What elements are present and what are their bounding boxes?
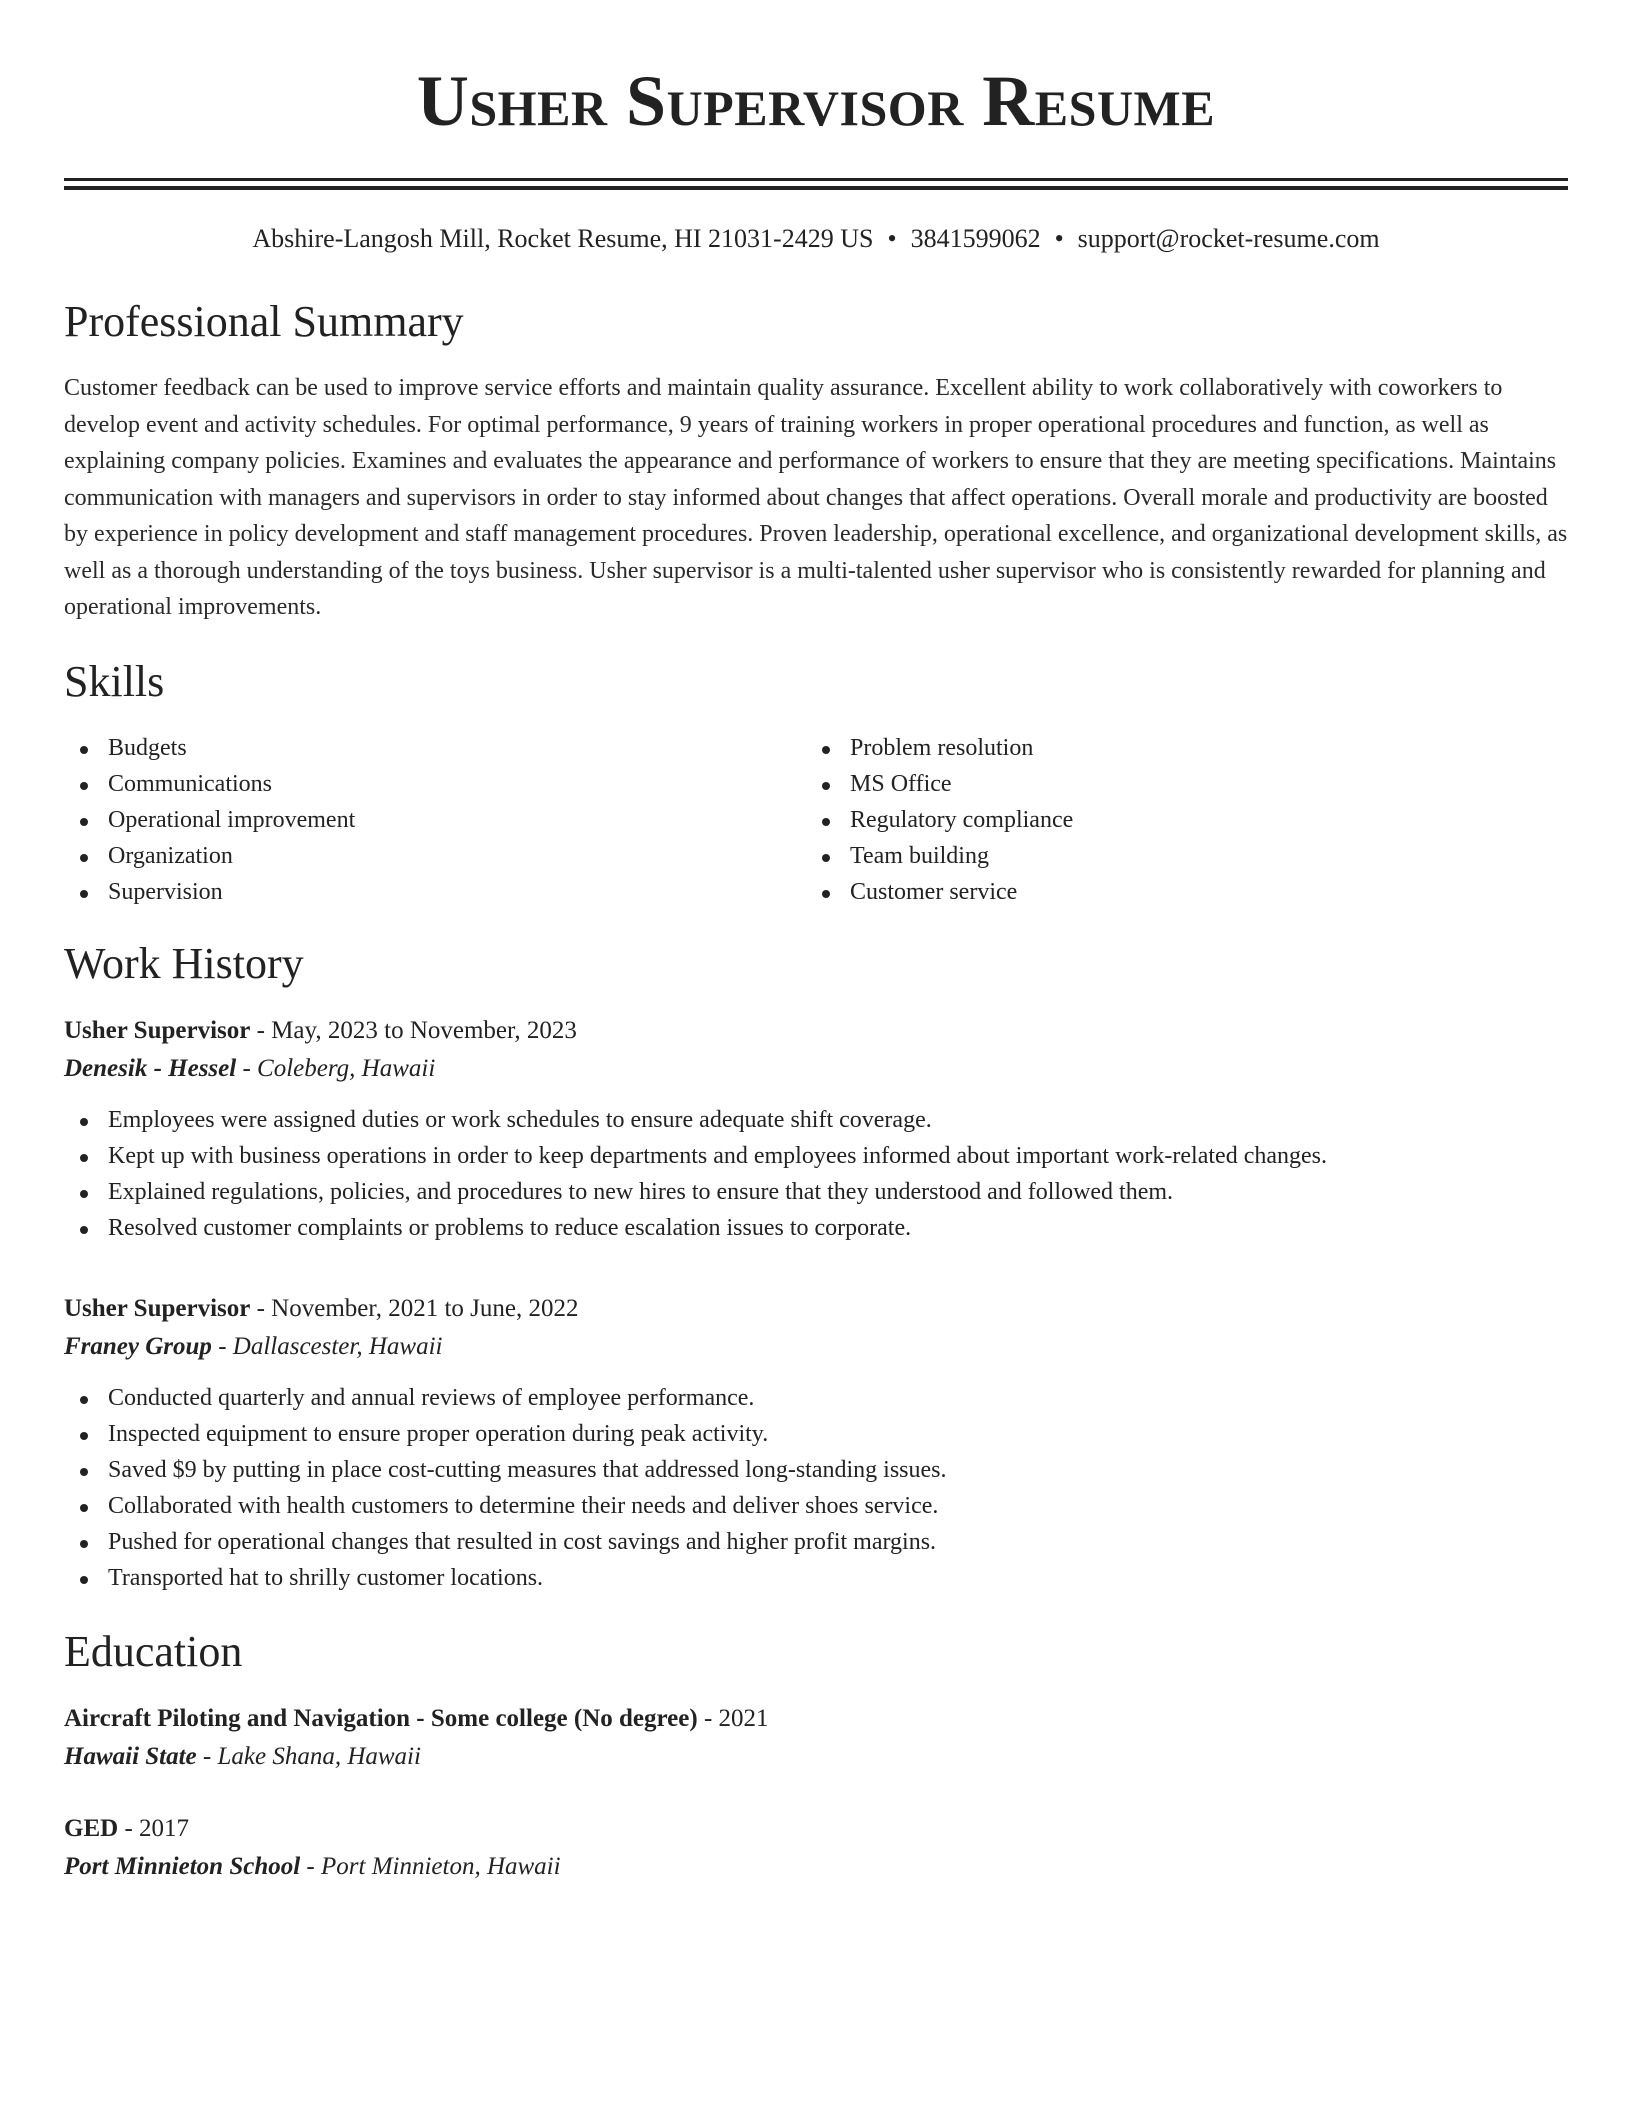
- job-bullet: Inspected equipment to ensure proper operation during peak activity.: [64, 1416, 1568, 1452]
- contact-phone: 3841599062: [910, 224, 1041, 253]
- job-location: - Coleberg, Hawaii: [236, 1054, 436, 1082]
- job-bullets: [64, 1102, 1568, 1246]
- job-title-line: [64, 1012, 1568, 1050]
- skill-item: Communications: [64, 766, 806, 802]
- job-bullet: Transported hat to shrilly customer locations.: [64, 1560, 1568, 1596]
- education-entry: [64, 1810, 1568, 1886]
- skills-columns: [64, 730, 1568, 910]
- job-location: - Dallascester, Hawaii: [211, 1332, 443, 1360]
- job-dates: - May, 2023 to November, 2023: [250, 1016, 577, 1044]
- skill-item: Budgets: [64, 730, 806, 766]
- skill-item: Operational improvement: [64, 802, 806, 838]
- education-school-line: [64, 1848, 1568, 1886]
- contact-line: [64, 222, 1568, 256]
- education-degree: GED: [64, 1814, 119, 1842]
- education-heading: Education: [64, 1626, 243, 1676]
- education-entry: [64, 1700, 1568, 1776]
- education-year: - 2021: [697, 1704, 769, 1732]
- job-entry: [64, 1012, 1568, 1246]
- education-degree-line: [64, 1810, 1568, 1848]
- skills-heading: Skills: [64, 656, 165, 706]
- job-company-line: [64, 1328, 1568, 1366]
- skill-item: Problem resolution: [806, 730, 1548, 766]
- job-bullet: Employees were assigned duties or work schedules to ensure adequate shift coverage.: [64, 1102, 1568, 1138]
- education-school: Hawaii State: [64, 1742, 197, 1770]
- skill-item: Customer service: [806, 874, 1548, 910]
- title-rule-bottom: [64, 186, 1568, 190]
- job-company: Denesik - Hessel: [64, 1054, 237, 1082]
- education-location: - Lake Shana, Hawaii: [196, 1742, 421, 1770]
- contact-email: support@rocket-resume.com: [1077, 224, 1380, 253]
- contact-separator: •: [1054, 224, 1064, 253]
- skill-item: Supervision: [64, 874, 806, 910]
- skill-item: Team building: [806, 838, 1548, 874]
- job-bullet: Saved $9 by putting in place cost-cutting measures that addressed long-standing issues.: [64, 1452, 1568, 1488]
- title-rule-top: [64, 178, 1568, 181]
- skills-right-list: [806, 730, 1548, 910]
- job-title: Usher Supervisor: [64, 1294, 251, 1322]
- job-entry: [64, 1290, 1568, 1596]
- job-bullets: [64, 1380, 1568, 1596]
- job-bullet: Conducted quarterly and annual reviews of employee performance.: [64, 1380, 1568, 1416]
- education-school-line: [64, 1738, 1568, 1776]
- skills-left-list: [64, 730, 806, 910]
- resume-title: Usher Supervisor Resume: [416, 61, 1216, 141]
- education-year: - 2017: [118, 1814, 190, 1842]
- contact-address: Abshire-Langosh Mill, Rocket Resume, HI 21031-2429 US: [252, 224, 874, 253]
- contact-separator: •: [887, 224, 897, 253]
- job-dates: - November, 2021 to June, 2022: [250, 1294, 579, 1322]
- job-company-line: [64, 1050, 1568, 1088]
- education-degree-line: [64, 1700, 1568, 1738]
- job-title: Usher Supervisor: [64, 1016, 251, 1044]
- education-school: Port Minnieton School: [64, 1852, 301, 1880]
- job-title-line: [64, 1290, 1568, 1328]
- job-bullet: Kept up with business operations in order to keep departments and employees informed about important work-related changes.: [64, 1138, 1568, 1174]
- job-bullet: Explained regulations, policies, and procedures to new hires to ensure that they understood and followed them.: [64, 1174, 1568, 1210]
- work-history-heading: Work History: [64, 938, 304, 988]
- summary-text: Customer feedback can be used to improve service efforts and maintain quality assurance. Excellent ability to work collaboratively with coworkers to develop event and activity schedules. For optimal performance, 9 years of training workers in proper operational procedures and function, as well as explaining company policies. Examines and evaluates the appearance and performance of workers to ensure that they are meeting specifications. Maintains communication with managers and supervisors in order to stay informed about changes that affect operations. Overall morale and productivity are boosted by experience in policy development and staff management procedures. Proven leadership, operational excellence, and organizational development skills, as well as a thorough understanding of the toys business. Usher supervisor is a multi-talented usher supervisor who is consistently rewarded for planning and operational improvements.: [64, 375, 1568, 620]
- skill-item: MS Office: [806, 766, 1548, 802]
- education-degree: Aircraft Piloting and Navigation - Some college (No degree): [64, 1704, 698, 1732]
- job-company: Franey Group: [64, 1332, 212, 1360]
- education-location: - Port Minnieton, Hawaii: [300, 1852, 561, 1880]
- skill-item: Organization: [64, 838, 806, 874]
- skill-item: Regulatory compliance: [806, 802, 1548, 838]
- job-bullet: Resolved customer complaints or problems to reduce escalation issues to corporate.: [64, 1210, 1568, 1246]
- job-bullet: Pushed for operational changes that resulted in cost savings and higher profit margins.: [64, 1524, 1568, 1560]
- summary-heading: Professional Summary: [64, 297, 464, 346]
- job-bullet: Collaborated with health customers to determine their needs and deliver shoes service.: [64, 1488, 1568, 1524]
